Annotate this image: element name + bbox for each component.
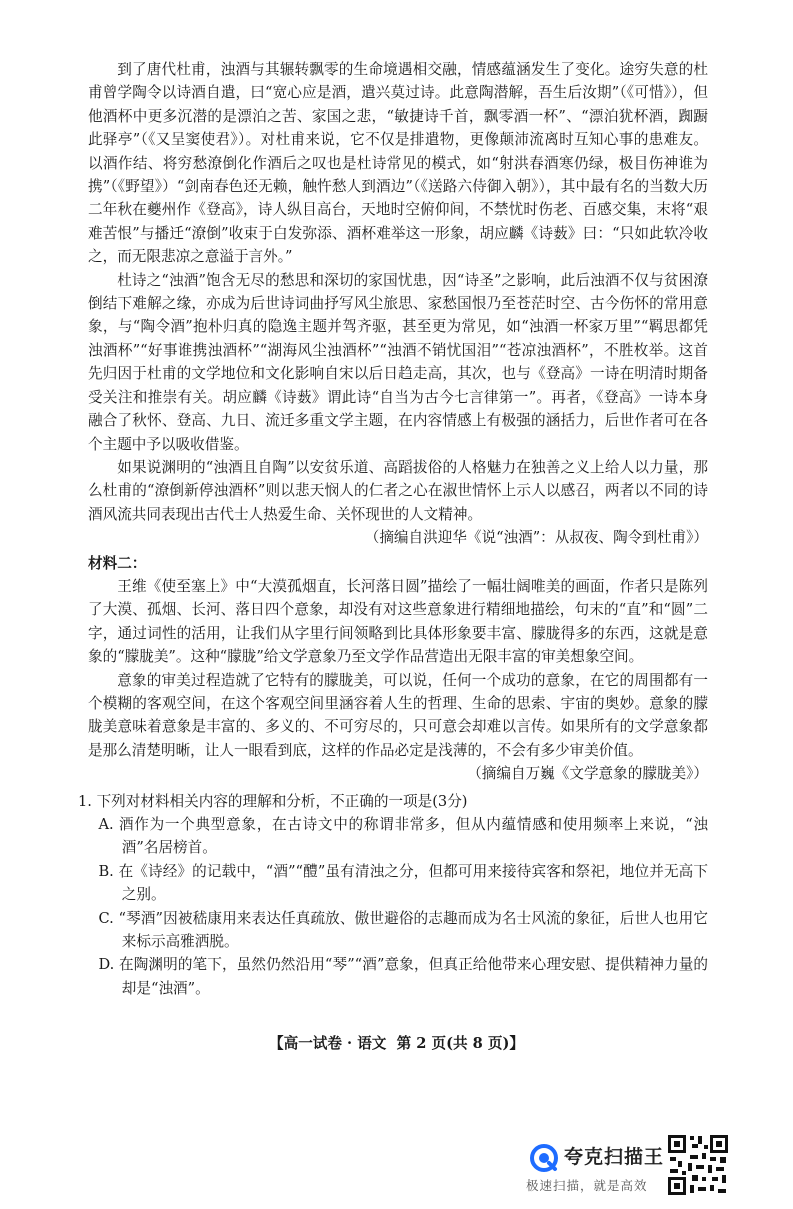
passage-paragraph: 杜诗之“浊酒”饱含无尽的愁思和深切的家国忧患，因“诗圣”之影响，此后浊酒不仅与贫困潦倒结下难解之缘，亦成为后世诗词曲抒写风尘旅思、家愁国恨乃至苍茫时空、古今伤怀的常用意象，与“陶令酒”抱朴归真的隐逸主题并驾齐驱，甚至更为常见，如“浊酒一杯家万里”“羁思都凭浊酒杯”“好事谁携浊酒杯”“湖海风尘浊酒杯”“浊酒不销忧国泪”“苍凉浊酒杯”，不胜枚举。这首先归因于杜甫的文学地位和文化影响自宋以后日趋走高，其次，也与《登高》一诗在明清时期备受关注和推崇有关。胡应麟《诗薮》谓此诗“自当为古今七言律第一”。再者，《登高》一诗本身融合了秋怀、登高、九日、流迁多重文学主题，在内容情感上有极强的涵括力，后世作者可在各个主题中予以吸收借鉴。 (88, 271, 708, 453)
source-citation: （摘编自万巍《文学意象的朦胧美》） (467, 765, 708, 783)
page-footer (0, 1032, 793, 1053)
watermark-subtitle: 极速扫描，就是高效 (526, 1178, 648, 1193)
footer-right-bracket: 】 (509, 1035, 525, 1052)
section-label: 材料二： (88, 554, 147, 572)
passage-paragraph: 到了唐代杜甫，浊酒与其辗转飘零的生命境遇相交融，情感蕴涵发生了变化。途穷失意的杜甫曾学陶令以诗酒自遣，曰“宽心应是酒，遣兴莫过诗。此意陶潜解，吾生后汝期”（《可惜》），但他酒杯中更多沉潜的是漂泊之苦、家国之悲，“敏捷诗千首，飘零酒一杯”、“漂泊犹杯酒，踟蹰此驿亭”（《又呈窦使君》）。对杜甫来说，它不仅是排遣物，更像颠沛流离时互知心事的患难友。以酒作结、将穷愁潦倒化作酒后之叹也是杜诗常见的模式，如“射洪春酒寒仍绿，极目伤神谁为携”（《野望》）“剑南春色还无赖，触忤愁人到酒边”（《送路六侍御入朝》），其中最有名的当数大历二年秋在夔州作《登高》，诗人纵目高台，天地时空俯仰间，不禁忧时伤老、百感交集，末将“艰难苦恨”与播迁“潦倒”收束于白发弥添、酒杯难举这一形象，胡应麟《诗薮》曰：“只如此软冷收之，而无限悲凉之意溢于言外。” (88, 61, 708, 266)
scanner-watermark (516, 1128, 766, 1198)
passage-paragraph: 意象的审美过程造就了它特有的朦胧美，可以说，任何一个成功的意象，在它的周围都有一个模糊的客观空间，在这个客观空间里涵容着人生的哲理、生命的思索、宇宙的奥妙。意象的朦胧美意味着意象是丰富的、多义的、不可穷尽的，只可意会却难以言传。如果所有的文学意象都是那么清楚明晰，让人一眼看到底，这样的作品必定是浅薄的，不会有多少审美价值。 (88, 671, 708, 759)
quark-logo-icon (530, 1144, 558, 1172)
reading-passage (78, 58, 708, 1000)
option-c: C. “琴酒”因被嵇康用来表达任真疏放、傲世避俗的志趣而成为名士风流的象征，后世人也用它来标示高雅洒脱。 (98, 909, 708, 951)
question-1 (78, 790, 708, 1001)
option-a: A. 酒作为一个典型意象，在古诗文中的称谓非常多，但从内蕴情感和使用频率上来说，“浊酒”名居榜首。 (98, 816, 708, 857)
option-d: D. 在陶渊明的笔下，虽然仍然沿用“琴”“酒”意象，但真正给他带来心理安慰、提供精神力量的却是“浊酒”。 (98, 956, 708, 997)
footer-page-number: 第 2 页(共 8 页) (396, 1035, 510, 1052)
qr-code-icon (666, 1133, 730, 1197)
source-citation: （摘编自洪迎华《说“浊酒”：从叔夜、陶令到杜甫》） (364, 529, 708, 547)
footer-title: 高一试卷 · 语文 (283, 1035, 387, 1052)
passage-paragraph: 王维《使至塞上》中“大漠孤烟直，长河落日圆”描绘了一幅壮阔唯美的画面，作者只是陈列了大漠、孤烟、长河、落日四个意象，却没有对这些意象进行精细地描绘，句末的“直”和“圆”二字，通过词性的活用，让我们从字里行间领略到比具体形象要丰富、朦胧得多的东西，这就是意象的“朦胧美”。这种“朦胧”给文学意象乃至文学作品营造出无限丰富的审美想象空间。 (88, 577, 708, 666)
question-stem: 1. 下列对材料相关内容的理解和分析，不正确的一项是(3分) (78, 792, 468, 810)
passage-paragraph: 如果说渊明的“浊酒且自陶”以安贫乐道、高蹈拔俗的人格魅力在独善之义上给人以力量，那么杜甫的“潦倒新停浊酒杯”则以悲天悯人的仁者之心在淑世情怀上示人以感召，两者以不同的诗酒风流共同表现出古代士人热爱生命、关怀现世的人文精神。 (88, 458, 708, 523)
option-b: B. 在《诗经》的记载中，“酒”“醴”虽有清浊之分，但都可用来接待宾客和祭祀，地位并无高下之别。 (98, 862, 708, 904)
footer-left-bracket: 【 (268, 1035, 284, 1052)
watermark-title: 夸克扫描王 (564, 1146, 665, 1168)
